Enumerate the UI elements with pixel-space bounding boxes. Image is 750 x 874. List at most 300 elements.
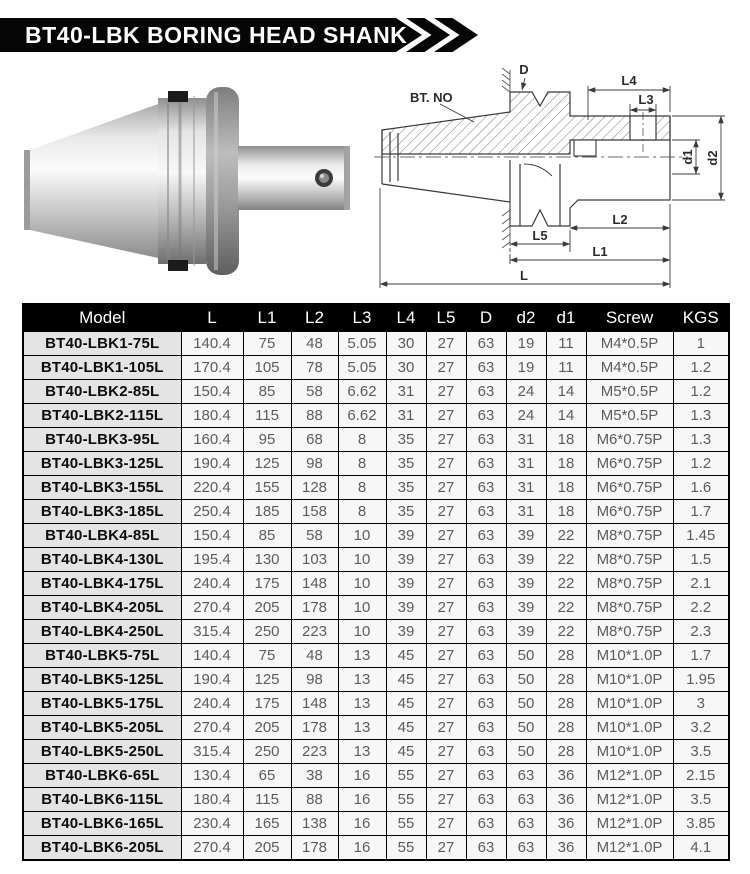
value-cell: 39 [386, 548, 426, 572]
value-cell: 180.4 [181, 404, 243, 428]
value-cell: 2.15 [673, 764, 729, 788]
value-cell: 223 [291, 740, 338, 764]
value-cell: M10*1.0P [586, 692, 673, 716]
table-row [23, 404, 729, 428]
model-cell: BT40-LBK5-175L [23, 692, 181, 716]
value-cell: 18 [546, 500, 586, 524]
value-cell: 63 [466, 548, 506, 572]
value-cell: 315.4 [181, 740, 243, 764]
value-cell: 31 [386, 404, 426, 428]
value-cell: 16 [338, 788, 386, 812]
value-cell: 13 [338, 740, 386, 764]
drive-notch [168, 260, 188, 271]
value-cell: 28 [546, 716, 586, 740]
taper-cone [30, 104, 158, 258]
value-cell: 55 [386, 836, 426, 861]
value-cell: 140.4 [181, 332, 243, 356]
value-cell: 22 [546, 572, 586, 596]
value-cell: M8*0.75P [586, 572, 673, 596]
value-cell: 68 [291, 428, 338, 452]
value-cell: 4.1 [673, 836, 729, 861]
value-cell: 160.4 [181, 428, 243, 452]
value-cell: 27 [426, 692, 466, 716]
value-cell: 27 [426, 380, 466, 404]
model-cell: BT40-LBK5-205L [23, 716, 181, 740]
value-cell: 35 [386, 476, 426, 500]
value-cell: 19 [506, 332, 546, 356]
value-cell: 175 [243, 692, 291, 716]
value-cell: 48 [291, 332, 338, 356]
value-cell: 27 [426, 740, 466, 764]
column-header-l2: L2 [291, 304, 338, 332]
value-cell: 63 [506, 836, 546, 861]
value-cell: 14 [546, 404, 586, 428]
model-cell: BT40-LBK4-250L [23, 620, 181, 644]
value-cell: 125 [243, 668, 291, 692]
value-cell: 1.5 [673, 548, 729, 572]
value-cell: 27 [426, 644, 466, 668]
value-cell: 103 [291, 548, 338, 572]
value-cell: 178 [291, 716, 338, 740]
value-cell: M12*1.0P [586, 764, 673, 788]
value-cell: M12*1.0P [586, 788, 673, 812]
value-cell: 27 [426, 452, 466, 476]
table-row [23, 428, 729, 452]
value-cell: 39 [506, 548, 546, 572]
value-cell: 28 [546, 644, 586, 668]
value-cell: 10 [338, 572, 386, 596]
value-cell: 63 [466, 380, 506, 404]
value-cell: 63 [466, 500, 506, 524]
value-cell: 8 [338, 428, 386, 452]
value-cell: 63 [466, 524, 506, 548]
arbor-cylinder [238, 146, 350, 210]
value-cell: 115 [243, 788, 291, 812]
model-cell: BT40-LBK4-130L [23, 548, 181, 572]
value-cell: 78 [291, 356, 338, 380]
value-cell: M8*0.75P [586, 596, 673, 620]
model-cell: BT40-LBK2-115L [23, 404, 181, 428]
model-cell: BT40-LBK5-75L [23, 644, 181, 668]
model-cell: BT40-LBK3-95L [23, 428, 181, 452]
value-cell: 1.3 [673, 428, 729, 452]
value-cell: 1.7 [673, 500, 729, 524]
value-cell: 178 [291, 836, 338, 861]
value-cell: 3 [673, 692, 729, 716]
spec-table-body [23, 332, 729, 861]
value-cell: 45 [386, 668, 426, 692]
value-cell: 28 [546, 740, 586, 764]
value-cell: 31 [506, 500, 546, 524]
value-cell: 63 [466, 788, 506, 812]
value-cell: 39 [506, 524, 546, 548]
value-cell: 2.2 [673, 596, 729, 620]
model-cell: BT40-LBK3-155L [23, 476, 181, 500]
value-cell: 39 [386, 524, 426, 548]
value-cell: 1 [673, 332, 729, 356]
value-cell: 63 [466, 740, 506, 764]
model-cell: BT40-LBK6-205L [23, 836, 181, 861]
value-cell: 270.4 [181, 716, 243, 740]
value-cell: 36 [546, 764, 586, 788]
table-row [23, 524, 729, 548]
value-cell: 31 [386, 380, 426, 404]
product-photo [18, 62, 366, 300]
table-row [23, 548, 729, 572]
value-cell: 175 [243, 572, 291, 596]
column-header-d1: d1 [546, 304, 586, 332]
value-cell: 36 [546, 812, 586, 836]
dim-label-l1: L1 [592, 244, 608, 259]
value-cell: 39 [506, 596, 546, 620]
value-cell: 240.4 [181, 692, 243, 716]
page-title: BT40-LBK BORING HEAD SHANK [25, 22, 408, 48]
value-cell: 8 [338, 500, 386, 524]
value-cell: 36 [546, 788, 586, 812]
column-header-model: Model [23, 304, 181, 332]
value-cell: 1.2 [673, 380, 729, 404]
value-cell: M8*0.75P [586, 620, 673, 644]
value-cell: 180.4 [181, 788, 243, 812]
value-cell: 250.4 [181, 500, 243, 524]
value-cell: 2.1 [673, 572, 729, 596]
value-cell: 150.4 [181, 524, 243, 548]
value-cell: 3.85 [673, 812, 729, 836]
value-cell: 27 [426, 812, 466, 836]
value-cell: 39 [506, 572, 546, 596]
value-cell: 220.4 [181, 476, 243, 500]
step-block [574, 140, 596, 156]
arbor-end-face [344, 146, 350, 210]
value-cell: 45 [386, 644, 426, 668]
value-cell: 13 [338, 668, 386, 692]
value-cell: 8 [338, 452, 386, 476]
value-cell: 27 [426, 836, 466, 861]
value-cell: 13 [338, 644, 386, 668]
value-cell: M4*0.5P [586, 332, 673, 356]
dim-label-l4: L4 [621, 73, 637, 88]
value-cell: M10*1.0P [586, 668, 673, 692]
value-cell: M6*0.75P [586, 452, 673, 476]
value-cell: 185 [243, 500, 291, 524]
value-cell: 3.2 [673, 716, 729, 740]
value-cell: 16 [338, 764, 386, 788]
value-cell: 130.4 [181, 764, 243, 788]
value-cell: 35 [386, 500, 426, 524]
value-cell: 22 [546, 596, 586, 620]
value-cell: M10*1.0P [586, 716, 673, 740]
drive-notch [168, 91, 188, 102]
value-cell: M12*1.0P [586, 812, 673, 836]
value-cell: 36 [546, 836, 586, 861]
column-header-l5: L5 [426, 304, 466, 332]
value-cell: 10 [338, 596, 386, 620]
value-cell: 270.4 [181, 836, 243, 861]
value-cell: 178 [291, 596, 338, 620]
table-row [23, 836, 729, 861]
value-cell: 50 [506, 692, 546, 716]
value-cell: 85 [243, 524, 291, 548]
flange-disc [206, 87, 239, 275]
model-cell: BT40-LBK5-250L [23, 740, 181, 764]
value-cell: 50 [506, 716, 546, 740]
value-cell: 18 [546, 452, 586, 476]
value-cell: 165 [243, 812, 291, 836]
model-cell: BT40-LBK6-165L [23, 812, 181, 836]
value-cell: 115 [243, 404, 291, 428]
value-cell: M5*0.5P [586, 404, 673, 428]
value-cell: 1.95 [673, 668, 729, 692]
column-header-l3: L3 [338, 304, 386, 332]
value-cell: 55 [386, 764, 426, 788]
dim-label-l3: L3 [638, 92, 654, 107]
table-row [23, 476, 729, 500]
value-cell: 63 [466, 764, 506, 788]
value-cell: 205 [243, 716, 291, 740]
value-cell: 10 [338, 548, 386, 572]
column-header-kgs: KGS [673, 304, 729, 332]
table-row [23, 620, 729, 644]
value-cell: 63 [506, 764, 546, 788]
value-cell: 3.5 [673, 740, 729, 764]
table-row [23, 692, 729, 716]
value-cell: M10*1.0P [586, 644, 673, 668]
value-cell: 250 [243, 620, 291, 644]
value-cell: 1.6 [673, 476, 729, 500]
value-cell: 98 [291, 668, 338, 692]
column-header-l: L [181, 304, 243, 332]
value-cell: 6.62 [338, 380, 386, 404]
value-cell: 1.7 [673, 644, 729, 668]
value-cell: 16 [338, 836, 386, 861]
table-row [23, 788, 729, 812]
value-cell: 155 [243, 476, 291, 500]
value-cell: 63 [466, 668, 506, 692]
value-cell: 13 [338, 692, 386, 716]
value-cell: 27 [426, 356, 466, 380]
value-cell: 16 [338, 812, 386, 836]
value-cell: M6*0.75P [586, 476, 673, 500]
dim-label-d: D [519, 62, 529, 77]
value-cell: 170.4 [181, 356, 243, 380]
table-row [23, 500, 729, 524]
value-cell: 27 [426, 596, 466, 620]
value-cell: 63 [466, 332, 506, 356]
table-row [23, 716, 729, 740]
value-cell: 63 [466, 452, 506, 476]
value-cell: 148 [291, 572, 338, 596]
column-header-d2: d2 [506, 304, 546, 332]
value-cell: 5.05 [338, 332, 386, 356]
value-cell: 50 [506, 668, 546, 692]
value-cell: 270.4 [181, 596, 243, 620]
value-cell: 63 [506, 812, 546, 836]
value-cell: 39 [386, 620, 426, 644]
value-cell: 30 [386, 332, 426, 356]
dim-label-d2: d2 [705, 150, 720, 166]
value-cell: 138 [291, 812, 338, 836]
value-cell: 63 [466, 428, 506, 452]
model-cell: BT40-LBK5-125L [23, 668, 181, 692]
column-header-d: D [466, 304, 506, 332]
value-cell: M8*0.75P [586, 548, 673, 572]
table-row [23, 668, 729, 692]
dim-label-l5: L5 [532, 228, 548, 243]
value-cell: 63 [506, 788, 546, 812]
dimension-drawing [374, 60, 746, 300]
value-cell: 63 [466, 596, 506, 620]
value-cell: 10 [338, 620, 386, 644]
model-cell: BT40-LBK4-205L [23, 596, 181, 620]
value-cell: 50 [506, 740, 546, 764]
value-cell: 125 [243, 452, 291, 476]
value-cell: 58 [291, 380, 338, 404]
table-row [23, 572, 729, 596]
value-cell: 63 [466, 476, 506, 500]
model-cell: BT40-LBK6-65L [23, 764, 181, 788]
value-cell: 13 [338, 716, 386, 740]
table-row [23, 452, 729, 476]
value-cell: 45 [386, 716, 426, 740]
value-cell: M12*1.0P [586, 836, 673, 861]
model-cell: BT40-LBK4-85L [23, 524, 181, 548]
value-cell: 27 [426, 716, 466, 740]
value-cell: 88 [291, 404, 338, 428]
value-cell: 45 [386, 692, 426, 716]
value-cell: 63 [466, 404, 506, 428]
model-cell: BT40-LBK3-185L [23, 500, 181, 524]
value-cell: 27 [426, 404, 466, 428]
spec-table [22, 303, 730, 861]
column-header-l1: L1 [243, 304, 291, 332]
column-header-screw: Screw [586, 304, 673, 332]
column-header-l4: L4 [386, 304, 426, 332]
table-row [23, 596, 729, 620]
value-cell: 8 [338, 476, 386, 500]
value-cell: 5.05 [338, 356, 386, 380]
value-cell: 18 [546, 428, 586, 452]
value-cell: 190.4 [181, 452, 243, 476]
value-cell: 63 [466, 620, 506, 644]
model-cell: BT40-LBK3-125L [23, 452, 181, 476]
model-cell: BT40-LBK4-175L [23, 572, 181, 596]
value-cell: 58 [291, 524, 338, 548]
table-row [23, 356, 729, 380]
value-cell: 75 [243, 332, 291, 356]
value-cell: 24 [506, 380, 546, 404]
value-cell: 11 [546, 356, 586, 380]
value-cell: 31 [506, 476, 546, 500]
value-cell: 27 [426, 332, 466, 356]
value-cell: 75 [243, 644, 291, 668]
value-cell: 39 [386, 596, 426, 620]
value-cell: 205 [243, 836, 291, 861]
value-cell: 18 [546, 476, 586, 500]
dim-label-l: L [520, 268, 528, 283]
value-cell: 205 [243, 596, 291, 620]
table-row [23, 764, 729, 788]
value-cell: 88 [291, 788, 338, 812]
value-cell: 55 [386, 812, 426, 836]
value-cell: 63 [466, 716, 506, 740]
value-cell: 63 [466, 692, 506, 716]
value-cell: 230.4 [181, 812, 243, 836]
table-row [23, 332, 729, 356]
value-cell: 158 [291, 500, 338, 524]
flange [158, 98, 206, 264]
spec-table-header-row [23, 304, 729, 332]
value-cell: 14 [546, 380, 586, 404]
value-cell: 27 [426, 428, 466, 452]
value-cell: 1.2 [673, 356, 729, 380]
value-cell: 22 [546, 524, 586, 548]
value-cell: 27 [426, 788, 466, 812]
value-cell: 28 [546, 692, 586, 716]
value-cell: 38 [291, 764, 338, 788]
value-cell: 31 [506, 452, 546, 476]
value-cell: 28 [546, 668, 586, 692]
value-cell: 1.2 [673, 452, 729, 476]
value-cell: 63 [466, 356, 506, 380]
value-cell: 140.4 [181, 644, 243, 668]
table-row [23, 812, 729, 836]
value-cell: 27 [426, 668, 466, 692]
value-cell: 65 [243, 764, 291, 788]
value-cell: 6.62 [338, 404, 386, 428]
value-cell: 223 [291, 620, 338, 644]
table-row [23, 644, 729, 668]
value-cell: 190.4 [181, 668, 243, 692]
model-cell: BT40-LBK1-105L [23, 356, 181, 380]
value-cell: 98 [291, 452, 338, 476]
value-cell: 19 [506, 356, 546, 380]
value-cell: 55 [386, 788, 426, 812]
value-cell: 10 [338, 524, 386, 548]
value-cell: 63 [466, 812, 506, 836]
value-cell: M5*0.5P [586, 380, 673, 404]
value-cell: 148 [291, 692, 338, 716]
value-cell: 2.3 [673, 620, 729, 644]
value-cell: 27 [426, 572, 466, 596]
technical-drawing [374, 60, 746, 300]
value-cell: 95 [243, 428, 291, 452]
value-cell: M10*1.0P [586, 740, 673, 764]
value-cell: 130 [243, 548, 291, 572]
model-cell: BT40-LBK2-85L [23, 380, 181, 404]
value-cell: 22 [546, 620, 586, 644]
value-cell: 27 [426, 500, 466, 524]
value-cell: 27 [426, 620, 466, 644]
value-cell: 35 [386, 452, 426, 476]
value-cell: 27 [426, 764, 466, 788]
value-cell: 22 [546, 548, 586, 572]
value-cell: 63 [466, 572, 506, 596]
value-cell: 128 [291, 476, 338, 500]
value-cell: 30 [386, 356, 426, 380]
value-cell: 1.3 [673, 404, 729, 428]
value-cell: 48 [291, 644, 338, 668]
dim-label-bt-no: BT. NO [410, 90, 453, 105]
value-cell: 50 [506, 644, 546, 668]
value-cell: 24 [506, 404, 546, 428]
table-row [23, 380, 729, 404]
dim-label-l2: L2 [612, 212, 628, 227]
value-cell: M8*0.75P [586, 524, 673, 548]
value-cell: 45 [386, 740, 426, 764]
value-cell: 27 [426, 524, 466, 548]
value-cell: 315.4 [181, 620, 243, 644]
value-cell: 250 [243, 740, 291, 764]
